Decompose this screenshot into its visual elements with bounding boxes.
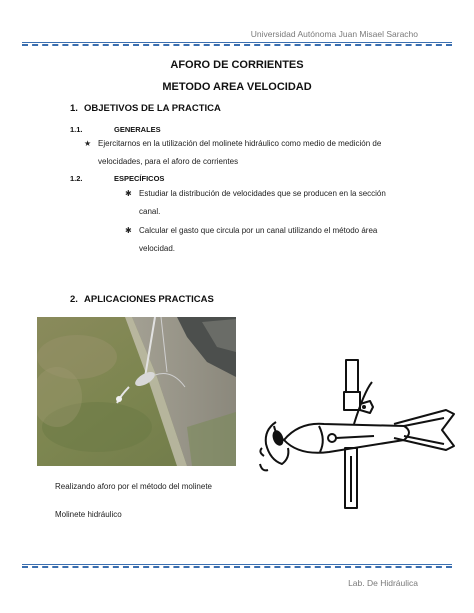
current-meter-drawing bbox=[254, 352, 460, 520]
specific-objective-item-2 bbox=[125, 222, 435, 262]
photo-caption: Realizando aforo por el método del molinete bbox=[55, 482, 212, 491]
specific-objective-2-line-1: Calcular el gasto que circula por un canal utilizando el método área bbox=[139, 226, 378, 235]
specific-objective-item-1 bbox=[125, 185, 435, 225]
section-2-number: 2. bbox=[70, 294, 78, 305]
subsection-1-1-label: GENERALES bbox=[114, 125, 161, 134]
asterisk-bullet-icon: ✱ bbox=[125, 226, 132, 235]
section-1-heading bbox=[70, 103, 221, 114]
section-2-title: APLICACIONES PRACTICAS bbox=[84, 294, 214, 305]
specific-objective-1-line-1: Estudiar la distribución de velocidades que se producen en la sección bbox=[139, 189, 386, 198]
section-1-number: 1. bbox=[70, 103, 78, 114]
subsection-1-1-number: 1.1. bbox=[70, 125, 83, 134]
subsection-1-2-label: ESPECÍFICOS bbox=[114, 174, 165, 183]
field-gauging-photo bbox=[37, 317, 236, 466]
general-objective-item bbox=[84, 135, 434, 175]
footer-rule bbox=[22, 564, 452, 568]
section-1-title: OBJETIVOS DE LA PRACTICA bbox=[84, 103, 221, 114]
section-2-heading bbox=[70, 294, 214, 305]
document-title: AFORO DE CORRIENTES bbox=[170, 59, 304, 71]
subsection-1-2-number: 1.2. bbox=[70, 174, 83, 183]
asterisk-bullet-icon: ✱ bbox=[125, 189, 132, 198]
page-header-text: Universidad Autónoma Juan Misael Saracho bbox=[250, 29, 418, 39]
star-bullet-icon: ★ bbox=[84, 139, 92, 148]
page-footer-text: Lab. De Hidráulica bbox=[348, 578, 418, 588]
drawing-caption: Molinete hidráulico bbox=[55, 510, 122, 519]
document-subtitle: METODO AREA VELOCIDAD bbox=[162, 81, 312, 93]
general-objective-line-1: Ejercitarnos en la utilización del molinete hidráulico como medio de medición de bbox=[98, 139, 382, 148]
specific-objective-2-line-2: velocidad. bbox=[139, 244, 176, 253]
general-objective-line-2: velocidades, para el aforo de corrientes bbox=[98, 157, 239, 166]
header-rule bbox=[22, 42, 452, 46]
specific-objective-1-line-2: canal. bbox=[139, 207, 161, 216]
